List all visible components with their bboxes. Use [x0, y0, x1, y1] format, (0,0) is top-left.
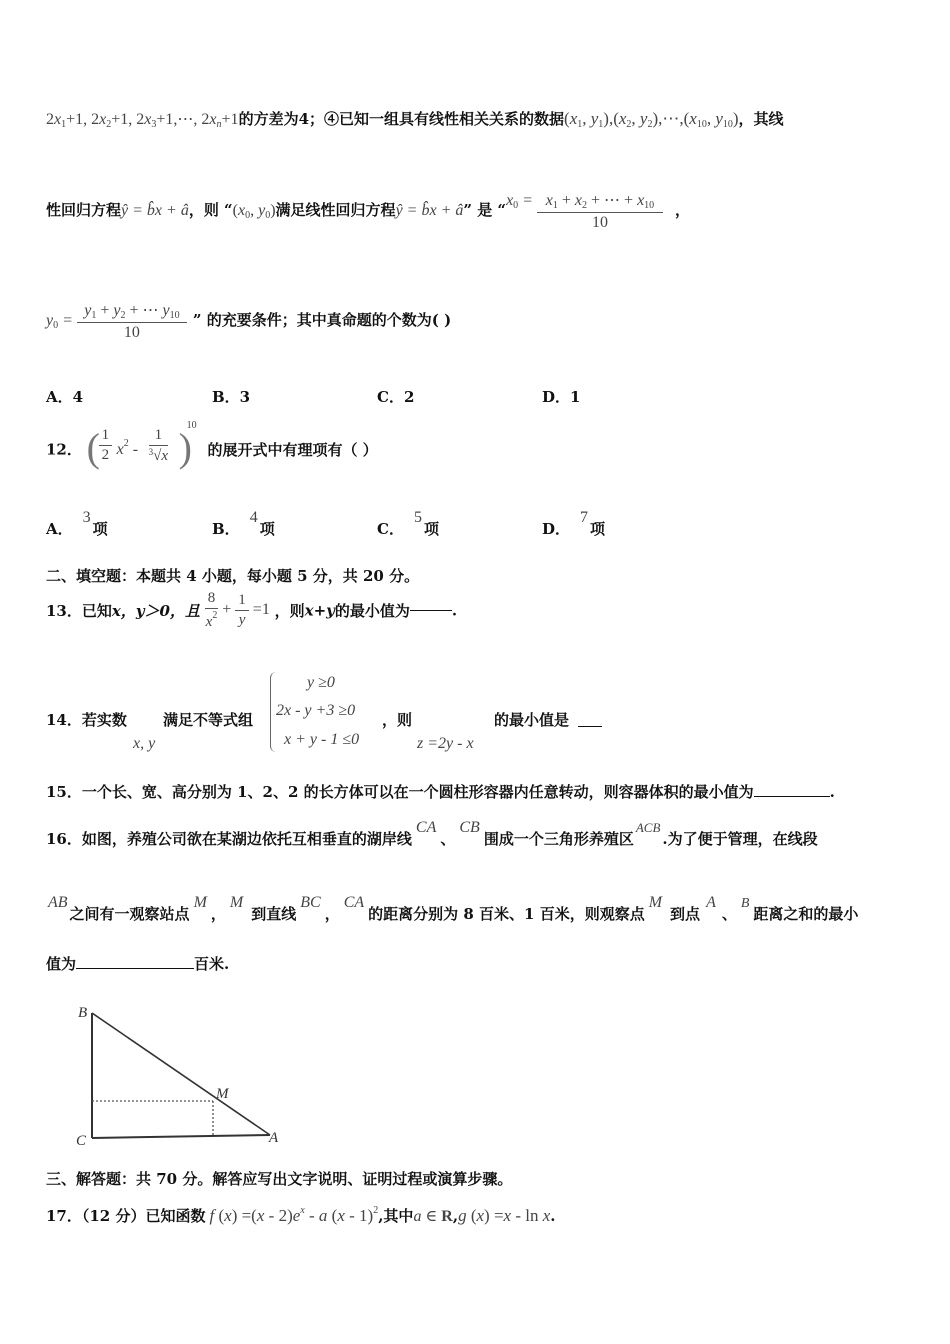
q12-option-a-unit: 项: [92, 520, 108, 538]
q12-line: [46, 420, 910, 474]
q12-option-c-letter: C．: [377, 520, 404, 538]
q15-text: 15．一个长、宽、高分别为 1、2、2 的长方体可以在一个圆柱形容器内任意转动，则容器体积的最小值为: [46, 783, 754, 801]
q16-l2-g: 、: [721, 905, 737, 923]
q13-equation: $\frac{8}{x^2}$ + $\frac{1}{y}$ =1: [205, 590, 270, 630]
q16-l3-b: 百米.: [194, 955, 230, 973]
q16-l2-f: 到点: [670, 905, 701, 923]
q16-l2-e: 的距离分别为 8 百米、1 百米，则观察点: [368, 905, 645, 923]
y0-mean-formula: y0 =: [46, 312, 77, 331]
q12-option-d-value: 7: [580, 509, 589, 526]
section3-title: 三、解答题：共 70 分。解答应写出文字说明、证明过程或演算步骤。: [46, 1170, 513, 1188]
q16-line2: [46, 894, 910, 924]
q12-option-b-value: 4: [249, 509, 258, 526]
q12-option-c-unit: 项: [423, 520, 439, 538]
q14-objective: z =2y - x: [417, 735, 474, 752]
q17-mid: ,其中: [378, 1207, 414, 1225]
x0-fraction: $\frac{x1 + x2 + \cdots + x10}{10}$: [537, 190, 663, 232]
q17-end: .: [550, 1207, 556, 1225]
regression-equation-1: ŷ = b̂x + â: [121, 202, 189, 219]
q16-l2-d: ，: [324, 905, 340, 923]
q11-line1: [46, 108, 910, 130]
line-CB: CB: [459, 819, 480, 836]
line-BC: BC: [300, 894, 321, 911]
q14-mid: 满足不等式组: [163, 711, 254, 729]
q13-answer-blank[interactable]: [410, 610, 452, 611]
q12-number: 12．: [46, 440, 82, 459]
q11-line2-d: ” 是 “: [463, 201, 507, 219]
point-M-3: M: [648, 894, 663, 911]
q11-line3-text: ” 的充要条件；其中真命题的个数为( ): [192, 311, 452, 329]
q12-text: 的展开式中有理项有（ ）: [207, 440, 378, 459]
q16-l1-d: .为了便于管理，在线段: [662, 830, 818, 848]
point-A: A: [706, 894, 716, 911]
q14-end: 的最小值是: [494, 711, 570, 729]
q12-option-b-unit: 项: [259, 520, 275, 538]
q16-l1-c: 围成一个三角形养殖区: [483, 830, 634, 848]
inequality-2: 2x - y +3 ≥0: [276, 702, 356, 719]
label-A: A: [269, 1130, 279, 1146]
q17-sep: ,: [452, 1207, 459, 1225]
q12-option-d-unit: 项: [590, 520, 606, 538]
function-g: g (x) =x - ln x: [458, 1206, 551, 1225]
data-points-expression: (x1, y1),(x2, y2),⋯,(x10, y10): [564, 109, 739, 130]
q15-line: [46, 781, 910, 802]
q17-line: [46, 1205, 910, 1226]
triangle-figure: [70, 995, 290, 1155]
q11-line3: [46, 300, 910, 342]
q13-vars: x，y＞0，且: [111, 602, 200, 620]
q16-line1: [46, 819, 910, 849]
side-CA: [92, 1135, 270, 1138]
q16-l2-a: 之间有一观察站点: [69, 905, 190, 923]
q13-text-end: 的最小值为: [334, 602, 410, 620]
q11-line2-c: 满足线性回归方程: [275, 201, 396, 219]
section2-title: 二、填空题：本题共 4 小题，每小题 5 分，共 20 分。: [46, 567, 420, 585]
label-C: C: [76, 1133, 87, 1149]
point-B: B: [740, 896, 750, 911]
q11-line2-a: 性回归方程: [46, 201, 122, 219]
q15-end: .: [829, 783, 835, 801]
q16-line3: [46, 953, 910, 974]
line-CA-2: CA: [343, 894, 365, 911]
q13-line: [46, 590, 910, 631]
q14-prefix: 14．若实数: [46, 711, 127, 729]
q13-end: .: [451, 601, 458, 620]
label-M: M: [216, 1086, 229, 1102]
q11-line2-e: ，: [674, 201, 690, 219]
line-CA: CA: [415, 819, 437, 836]
regression-equation-2: ŷ = b̂x + â: [395, 202, 464, 219]
q11-line2-b: ，则 “: [188, 201, 233, 219]
q16-l1-a: 16．如图，养殖公司欲在某湖边依托互相垂直的湖岸线: [46, 830, 412, 848]
q11-option-c[interactable]: C．2: [377, 388, 415, 406]
function-f: f $(x) =(x - 2)e^x - a$ (x - 1)$^2$: [209, 1205, 379, 1225]
q12-option-a-value: 3: [82, 509, 91, 526]
q16-answer-blank[interactable]: [76, 954, 194, 969]
side-AB: [92, 1013, 270, 1135]
q16-l2-b: ，: [210, 905, 226, 923]
triangle-ACB: ACB: [635, 820, 661, 835]
q12-option-c[interactable]: [377, 509, 439, 539]
q12-option-a-letter: A．: [46, 520, 73, 538]
q11-option-a[interactable]: A．4: [46, 388, 84, 406]
q11-line2: [46, 190, 910, 232]
q11-line1-text: 的方差为4；④已知一组具有线性相关关系的数据: [238, 110, 565, 128]
param-a-in-R: a ∈ R: [413, 1208, 453, 1225]
q16-l2-h: 距离之和的最小: [753, 905, 859, 923]
point-M-2: M: [229, 894, 244, 911]
inequality-1: y ≥0: [307, 674, 335, 691]
q11-option-b[interactable]: B．3: [212, 388, 251, 406]
q11-line1-end: ，其线: [738, 110, 784, 128]
y0-fraction: $\frac{y1 + y2 + \cdots y10}{10}$: [77, 300, 187, 342]
q12-option-b[interactable]: [212, 509, 275, 539]
segment-AB: AB: [48, 894, 68, 911]
q14-answer-blank[interactable]: [578, 712, 602, 727]
point-x0-y0: (x0, y0): [232, 202, 276, 221]
inequality-3: x + y - 1 ≤0: [284, 731, 360, 748]
q12-option-c-value: 5: [413, 509, 422, 526]
binomial-expression: ( $\frac{1}{2}$ $x^2$ - $\frac{1}{^3√x}$ ) 10: [86, 420, 197, 470]
q12-option-b-letter: B．: [212, 520, 240, 538]
q12-option-d-letter: D．: [542, 520, 571, 538]
q11-option-d[interactable]: D．1: [542, 388, 581, 406]
q16-l3-a: 值为: [46, 955, 77, 973]
variance-expression: 2x1+1, 2x2+1, 2x3+1,⋯, $2x_n+1$: [46, 111, 239, 130]
q15-answer-blank[interactable]: [754, 782, 830, 797]
q17-prefix: 17．（12 分）已知函数: [46, 1207, 206, 1225]
q12-option-a[interactable]: [46, 509, 108, 539]
q13-text-after: ，则: [274, 602, 305, 620]
q12-option-d[interactable]: [542, 509, 606, 539]
q16-l1-b: 、: [440, 830, 456, 848]
point-M-1: M: [193, 894, 207, 911]
x0-mean-formula: x0 =: [506, 192, 537, 211]
label-B: B: [78, 1005, 88, 1021]
q13-number: 13．已知: [46, 602, 112, 620]
q14-after: ，则: [382, 711, 413, 729]
q13-expr: x+y: [304, 601, 335, 620]
q14-vars: x, y: [133, 735, 156, 752]
q16-l2-c: 到直线: [251, 905, 297, 923]
